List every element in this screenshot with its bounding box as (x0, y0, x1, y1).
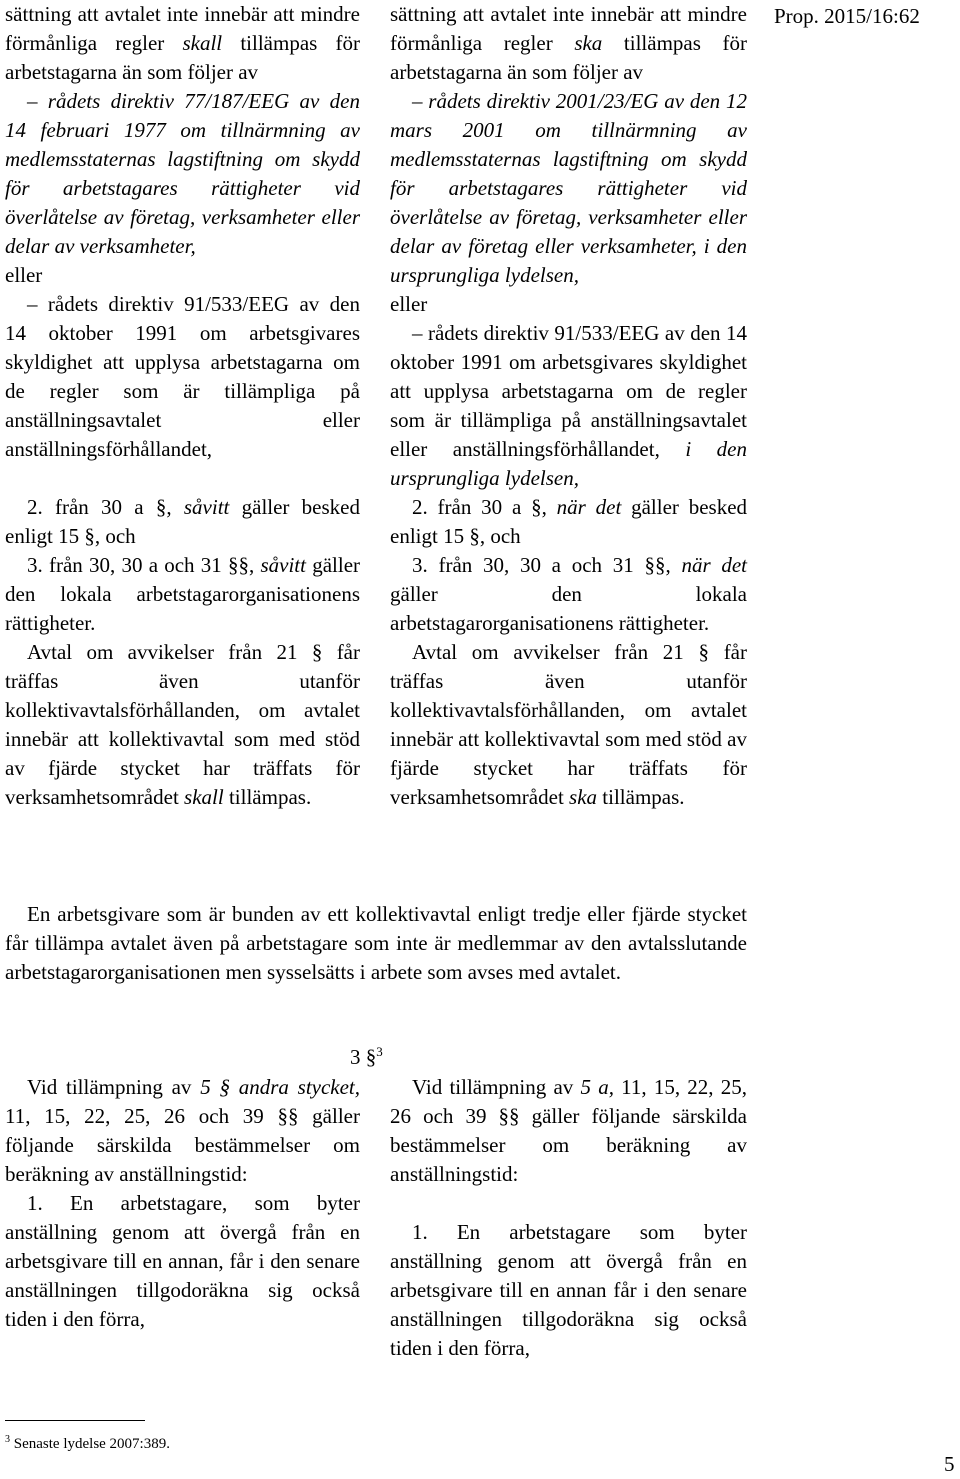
left-intro: sättning att avtalet inte innebär att mindre förmånliga regler skall tillämpas för arbetstagarna än som följer av (5, 2, 360, 84)
right-column (390, 0, 747, 812)
section-number: 3 §$^3$ (350, 1044, 383, 1069)
proposition-number: Prop. 2015/16:62 (774, 4, 920, 28)
lower-left-item-1: 1. En arbetstagare, som byter anställning genom att övergå från en arbetsgivare till en annan, får i den senare anställningen tillgodoräkna sig också tiden i den förra, (5, 1191, 360, 1331)
left-eller: eller (5, 263, 43, 287)
right-item-3: 3. från 30, 30 a och 31 §§, när det gäller den lokala arbetstagarorganisationens rättigheter. (390, 553, 747, 635)
lower-left-intro: Vid tillämpning av 5 § andra stycket, 11, 15, 22, 25, 26 och 39 §§ gäller följande särskilda bestämmelser om beräkning av anställningstid: (5, 1075, 361, 1186)
full-width-paragraph: En arbetsgivare som är bunden av ett kollektivavtal enligt tredje eller fjärde stycket får tillämpa avtalet även på arbetstagare som inte är medlemmar av den avtalsslutande arbetstagarorganisationen men sysselsätts i arbete som avses med avtalet. (5, 902, 747, 984)
right-directive-1: – rådets direktiv 2001/23/EG av den 12 mars 2001 om tillnärmning av medlemsstaternas lagstiftning om skydd för arbetstagares rättigheter vid överlåtelse av företag, verksamheter eller delar av företag eller verksamheter, i den ursprungliga lydelsen, (390, 89, 747, 287)
lower-right-column (390, 1073, 747, 1363)
lower-left-column (5, 1073, 360, 1334)
left-directive-2: – rådets direktiv 91/533/EEG av den 14 oktober 1991 om arbetsgivares skyldighet att upplysa arbetstagarna om de regler som är tillämpliga på anställningsavtalet eller anställningsförhållandet, (5, 292, 360, 461)
left-item-2: 2. från 30 a §, såvitt gäller besked enligt 15 §, och (5, 495, 360, 548)
right-item-2: 2. från 30 a §, när det gäller besked enligt 15 §, och (390, 495, 748, 548)
lower-right-intro: Vid tillämpning av 5 a, 11, 15, 22, 25, 26 och 39 §§ gäller följande särskilda bestämmelser om beräkning av anställningstid: (390, 1075, 747, 1186)
right-directive-2: – rådets direktiv 91/533/EEG av den 14 oktober 1991 om arbetsgivares skyldighet att upplysa arbetstagarna om de regler som är tillämpliga på anställningsavtalet eller anställningsförhållandet, i den ursprungliga lydelsen, (390, 321, 747, 490)
left-item-3: 3. från 30, 30 a och 31 §§, såvitt gäller den lokala arbetstagarorganisationens rättigheter. (5, 553, 361, 635)
left-avtal-paragraph: Avtal om avvikelser från 21 § får träffas även utanför kollektivavtalsförhållanden, om avtalet innebär att kollektivavtal som med stöd av fjärde stycket har träffats för verksamhetsområdet skall tillämpas. (5, 640, 360, 809)
page-number: 5 (944, 1452, 955, 1476)
lower-right-item-1: 1. En arbetstagare som byter anställning genom att övergå från en arbetsgivare till en annan får i den senare anställningen tillgodoräkna sig också tiden i den förra, (390, 1220, 747, 1360)
right-avtal-paragraph: Avtal om avvikelser från 21 § får träffas även utanför kollektivavtalsförhållanden, om avtalet innebär att kollektivavtal som med stöd av fjärde stycket har träffats för verksamhetsområdet ska tillämpas. (390, 640, 747, 809)
footnote-rule (5, 1420, 145, 1421)
right-eller: eller (390, 292, 428, 316)
right-intro: sättning att avtalet inte innebär att mindre förmånliga regler ska tillämpas för arbetstagarna än som följer av (390, 2, 747, 84)
left-directive-1: – rådets direktiv 77/187/EEG av den 14 februari 1977 om tillnärmning av medlemsstaternas lagstiftning om skydd för arbetstagares rättigheter vid överlåtelse av företag, verksamheter eller delar av verksamheter, (5, 89, 360, 258)
footnote: $^3$ Senaste lydelse 2007:389. (5, 1434, 170, 1452)
left-column (5, 0, 360, 812)
